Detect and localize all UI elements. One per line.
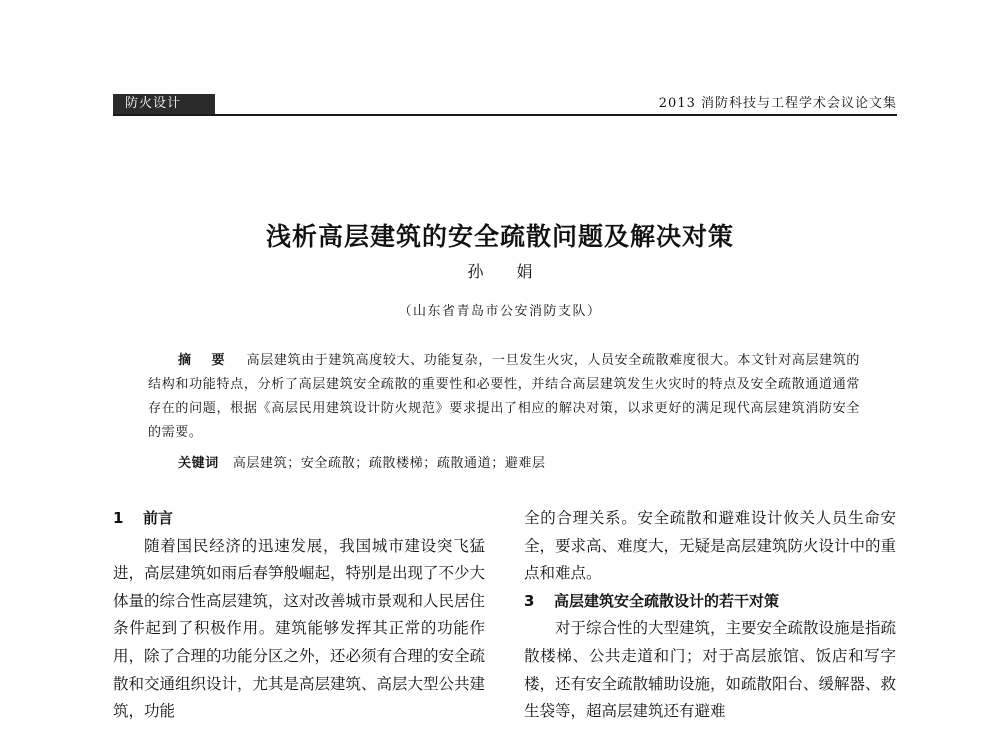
- body-column-right: [524, 505, 896, 726]
- body-paragraph: 随着国民经济的迅速发展，我国城市建设突飞猛进，高层建筑如雨后春笋般崛起，特别是出现了不少大体量的综合性高层建筑，这对改善城市景观和人民居住条件起到了积极作用。建筑能够发挥其正常的功能作用，除了合理的功能分区之外，还必须有合理的安全疏散和交通组织设计，尤其是高层建筑、高层大型公共建筑，功能: [113, 536, 486, 721]
- keywords: [178, 452, 546, 476]
- section-number: 3: [524, 591, 535, 610]
- abstract: [148, 349, 860, 445]
- section-heading-1: [113, 505, 485, 533]
- paper-title: 浅析高层建筑的安全疏散问题及解决对策: [265, 221, 734, 251]
- author-name: 孙 娟: [467, 262, 547, 281]
- keywords-text: 高层建筑；安全疏散；疏散楼梯；疏散通道；避难层: [232, 456, 546, 471]
- section-number: 1: [113, 509, 124, 527]
- section-tag: 防火设计: [113, 94, 215, 114]
- body-paragraph-continued: 全的合理关系。安全疏散和避难设计攸关人员生命安全，要求高、难度大，无疑是高层建筑防火设计中的重点和难点。: [524, 509, 897, 583]
- abstract-label: 摘 要: [178, 353, 233, 368]
- keywords-label: 关键词: [178, 456, 219, 471]
- journal-title: 2013 消防科技与工程学术会议论文集: [658, 96, 897, 111]
- section-heading-3: [524, 588, 896, 616]
- body-column-left: [113, 505, 485, 726]
- running-header: [113, 94, 897, 116]
- section-title: 前言: [143, 509, 174, 527]
- section-title: 高层建筑安全疏散设计的若干对策: [554, 591, 780, 610]
- body-paragraph: 对于综合性的大型建筑，主要安全疏散设施是指疏散楼梯、公共走道和门；对于高层旅馆、饭店和写字楼，还有安全疏散辅助设施，如疏散阳台、缓解器、救生袋等，超高层建筑还有避难: [524, 619, 897, 721]
- abstract-text: 高层建筑由于建筑高度较大、功能复杂，一旦发生火灾，人员安全疏散难度很大。本文针对高层建筑的结构和功能特点，分析了高层建筑安全疏散的重要性和必要性，并结合高层建筑发生火灾时的特点及安全疏散通道通常存在的问题，根据《高层民用建筑设计防火规范》要求提出了相应的解决对策，以求更好的满足现代高层建筑消防安全的需要。: [148, 353, 860, 440]
- author-affiliation: （山东省青岛市公安消防支队）: [398, 304, 602, 319]
